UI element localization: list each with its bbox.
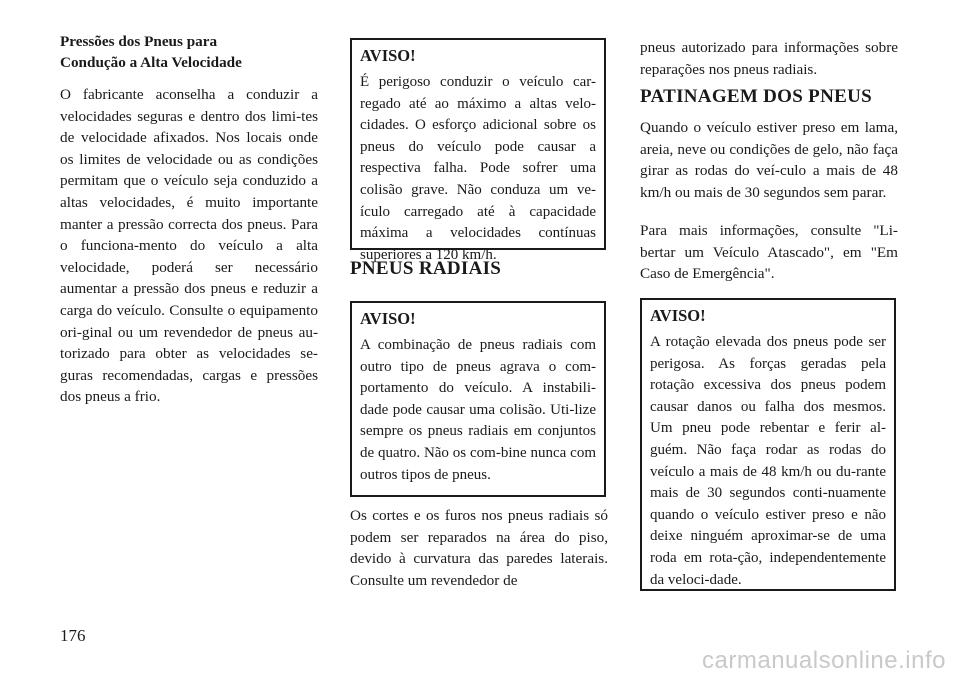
warning-title: AVISO! (360, 46, 416, 65)
section-title-line2: Condução a Alta Velocidade (60, 54, 242, 71)
warning-box-high-speed (350, 38, 606, 263)
warning-text: É perigoso conduzir o veículo car-regado até ao máximo a altas velo-cidades. O esforço adicional sobre os pneus do veículo pode causar a respectiva falha. Pode sofrer uma colisão grave. Não conduza um ve-ículo carregado até à capacidade máxima a velocidades contínuas superiores a 120 km/h. (360, 74, 596, 263)
more-info-paragraph: Para mais informações, consulte "Li-bertar um Veículo Atascado", em "Em Caso de Emergência". (640, 222, 898, 283)
warning-text: A rotação elevada dos pneus pode ser perigosa. As forças geradas pela rotação excessiva dos pneus podem causar danos ou falha dos mesmos. Um pneu pode rebentar e ferir al-guém. Não faça rodar as rodas do veículo a mais de 48 km/h ou du-rante mais de 30 segundos conti-nuamente quando o veículo estiver preso e não deixe ninguém aproximar-se de uma roda em rota-ção, independentemente da veloci-dade. (650, 334, 886, 588)
radial-repair-paragraph: Os cortes e os furos nos pneus radiais só podem ser reparados na área do piso, devido à curvatura das paredes laterais. Consulte um revendedor de (350, 507, 608, 589)
warning-title: AVISO! (650, 306, 706, 325)
warning-text: A combinação de pneus radiais com outro tipo de pneus agrava o com-portamento do veículo. A instabili-dade pode causar uma colisão. Uti-lize sempre os pneus radiais em conjuntos de quatro. Não os com-bine nunca com outros tipos de pneus. (360, 337, 596, 483)
watermark: carmanualsonline.info (702, 647, 946, 674)
page-number: 176 (60, 626, 86, 645)
warning-box-tire-spin (640, 298, 896, 591)
tire-spin-paragraph: Quando o veículo estiver preso em lama, areia, neve ou condições de gelo, não faça girar as rodas do veí-culo a mais de 48 km/h ou mais de 30 segundos sem parar. (640, 119, 898, 201)
warning-title: AVISO! (360, 309, 416, 328)
heading-radial-tires: PNEUS RADIAIS (350, 258, 502, 279)
heading-tire-spin: PATINAGEM DOS PNEUS (640, 86, 872, 107)
section-title-line1: Pressões dos Pneus para (60, 33, 218, 50)
radial-repair-continued: pneus autorizado para informações sobre reparações nos pneus radiais. (640, 39, 898, 78)
warning-box-radial (350, 301, 606, 497)
high-speed-pressure-paragraph: O fabricante aconselha a conduzir a velocidades seguras e dentro dos limi-tes de velocidade afixados. Nos locais onde os limites de velocidade ou as condições permitam que o veículo seja conduzido a altas velocidades, é muito importante manter a pressão correcta dos pneus. Para o funciona-mento do veículo a alta velocidade, poderá ser necessário aumentar a pressão dos pneus e reduzir a carga do veículo. Consulte o equipamento ori-ginal ou um revendedor de pneus au-torizado para obter as velocidades se-guras recomendadas, cargas e pressões dos pneus a frio. (60, 86, 318, 406)
